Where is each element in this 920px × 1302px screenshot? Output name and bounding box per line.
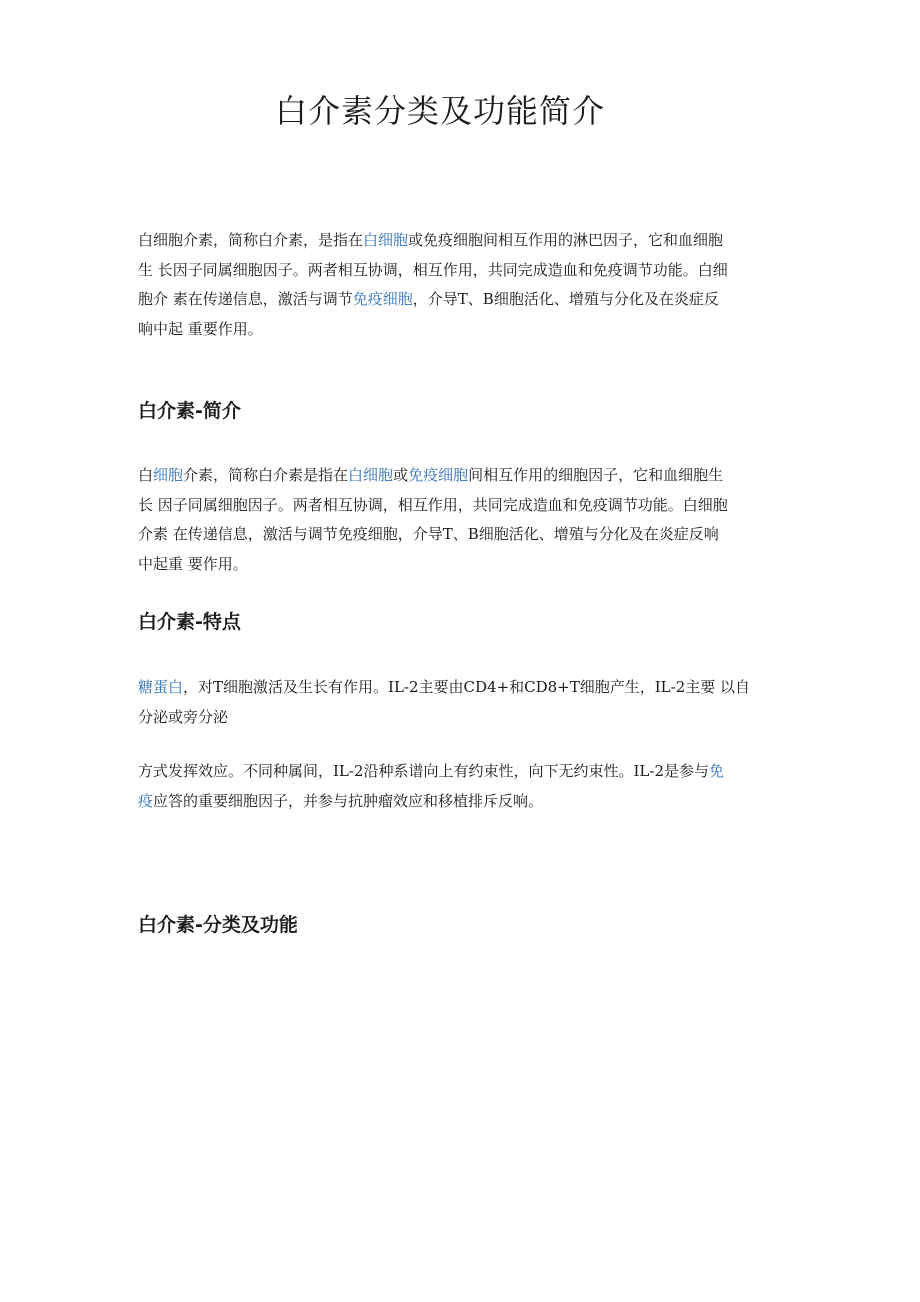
text-line (138, 256, 793, 286)
text-line (138, 757, 793, 787)
hyperlink[interactable]: 白细胞 (348, 466, 394, 484)
text-run: 胞介 素在传递信息，激活与调节 (138, 290, 353, 308)
text-run: 长 因子同属细胞因子。两者相互协调，相互作用，共同完成造血和免疫调节功能。白细胞 (138, 495, 728, 514)
text-run: 介素 在传递信息，激活与调节免疫细胞，介导T、B细胞活化、增殖与分化及在炎症反响 (138, 525, 719, 543)
text-line (138, 520, 793, 550)
hyperlink[interactable]: 免 (709, 762, 725, 780)
intro-section-paragraph (138, 461, 793, 579)
hyperlink[interactable]: 免疫细胞 (352, 290, 413, 308)
page-title: 白介素分类及功能简介 (274, 92, 605, 130)
section-heading-intro: 白介素-简介 (138, 400, 241, 422)
text-run: ，介导T、B细胞活化、增殖与分化及在炎症反 (412, 290, 719, 308)
text-line (138, 461, 793, 491)
hyperlink[interactable]: 疫 (138, 791, 154, 810)
hyperlink[interactable]: 细胞 (153, 466, 184, 484)
text-line (138, 550, 793, 580)
text-run: 方式发挥效应。不同种属间，IL-2沿种系谱向上有约束性，向下无约束性。IL-2是参与 (138, 762, 709, 780)
text-run: 白细胞介素，简称白介素，是指在 (138, 231, 364, 249)
text-run: 间相互作用的细胞因子，它和血细胞生 (468, 466, 724, 484)
intro-paragraph (138, 226, 793, 344)
text-line (138, 226, 793, 256)
text-run: 白 (138, 466, 154, 484)
text-line (138, 787, 793, 817)
text-line (138, 491, 793, 521)
text-run: 生 长因子同属细胞因子。两者相互协调，相互作用，共同完成造血和免疫调节功能。白细 (138, 260, 728, 279)
text-run: 分泌或旁分泌 (138, 707, 229, 726)
hyperlink[interactable]: 糖蛋白 (138, 678, 184, 696)
section-heading-features: 白介素-特点 (138, 611, 241, 633)
text-run: ，对T细胞激活及生长有作用。IL-2主要由CD4+和CD8+T细胞产生，IL-2主要 以自 (183, 678, 751, 696)
text-line (138, 703, 793, 733)
text-run: 响中起 重要作用。 (138, 319, 263, 338)
section-heading-classification: 白介素-分类及功能 (138, 914, 298, 936)
text-line (138, 285, 793, 315)
text-run: 应答的重要细胞因子，并参与抗肿瘤效应和移植排斥反响。 (153, 791, 544, 810)
text-run: 介素，简称白介素是指在 (183, 466, 349, 484)
text-run: 或 (393, 466, 409, 484)
features-paragraph-1 (138, 673, 793, 732)
features-paragraph-2 (138, 757, 793, 816)
text-line (138, 315, 793, 345)
text-run: 中起重 要作用。 (138, 554, 248, 573)
hyperlink[interactable]: 白细胞 (363, 231, 409, 249)
text-run: 或免疫细胞间相互作用的淋巴因子，它和血细胞 (408, 231, 724, 249)
text-line (138, 673, 793, 703)
hyperlink[interactable]: 免疫细胞 (408, 466, 469, 484)
